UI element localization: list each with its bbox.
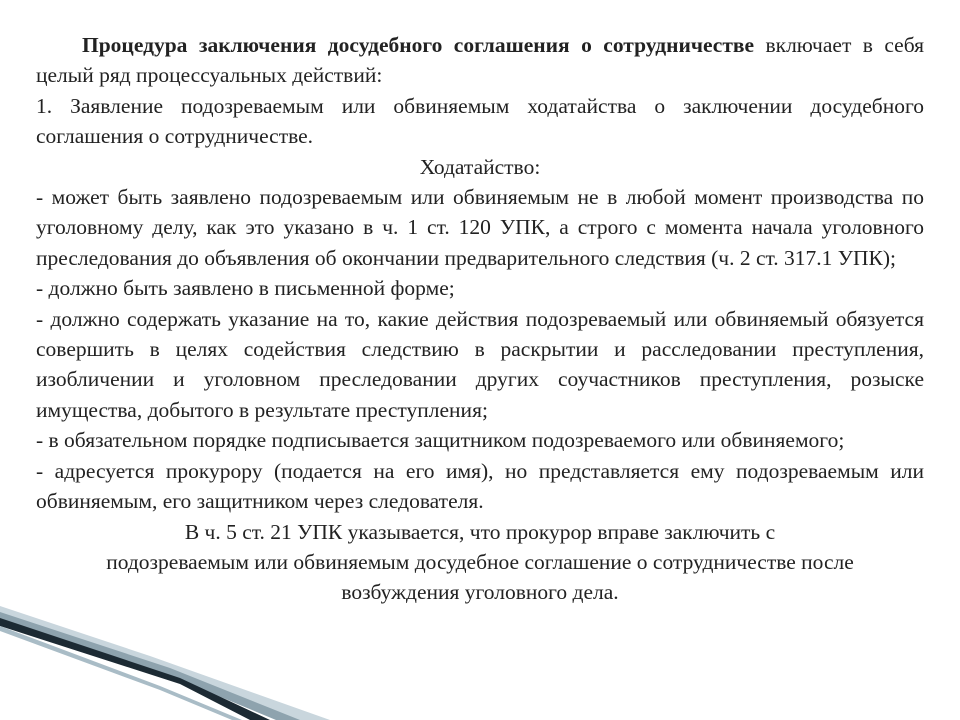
intro-text: включает в себя целый ряд процессуальных действий: <box>36 33 925 88</box>
stripe-light <box>0 606 330 720</box>
bullet-3: - должно содержать указание на то, какие действия подозреваемый или обвиняемый обязуется совершить в целях содействия следствию в раскрытии и расследовании преступления, изобличении и уголовном преследовании других соучастников преступления, розыске имущества, добытого в результате преступления; <box>36 306 924 422</box>
stripe-mid <box>0 612 300 720</box>
bullet-1: - может быть заявлено подозреваемым или обвиняемым не в любой момент производства по уголовному делу, как это указано в ч. 1 ст. 120 УПК, а строго с момента начала уголовного преследования до объявления об окончании предварительного следствия (ч. 2 ст. 317.1 УПК); <box>36 185 924 270</box>
final-line-3: возбуждения уголовного дела. <box>341 580 619 605</box>
intro-paragraph <box>36 30 924 91</box>
bullet-2: - должно быть заявлено в письменной форме; <box>36 276 455 301</box>
bullet-5: - адресуется прокурору (подается на его имя), но представляется ему подозреваемым или обвиняемым, его защитником через следователя. <box>36 458 924 514</box>
bullet-4: - в обязательном порядке подписывается защитником подозреваемого или обвиняемого; <box>36 428 845 453</box>
stripe-thin <box>0 626 242 720</box>
final-line-2: подозреваемым или обвиняемым досудебное соглашение о сотрудничестве после <box>106 549 854 574</box>
subheading: Ходатайство: <box>419 154 541 179</box>
item-1: 1. Заявление подозреваемым или обвиняемым ходатайства о заключении досудебного соглашения о сотрудничестве. <box>36 93 924 149</box>
document-body <box>36 30 924 608</box>
final-line-1: В ч. 5 ст. 21 УПК указывается, что прокурор вправе заключить с <box>184 519 776 544</box>
final-paragraph <box>36 517 924 608</box>
intro-heading: Процедура заключения досудебного соглашения о сотрудничестве <box>82 33 755 57</box>
stripe-dark <box>0 618 270 720</box>
